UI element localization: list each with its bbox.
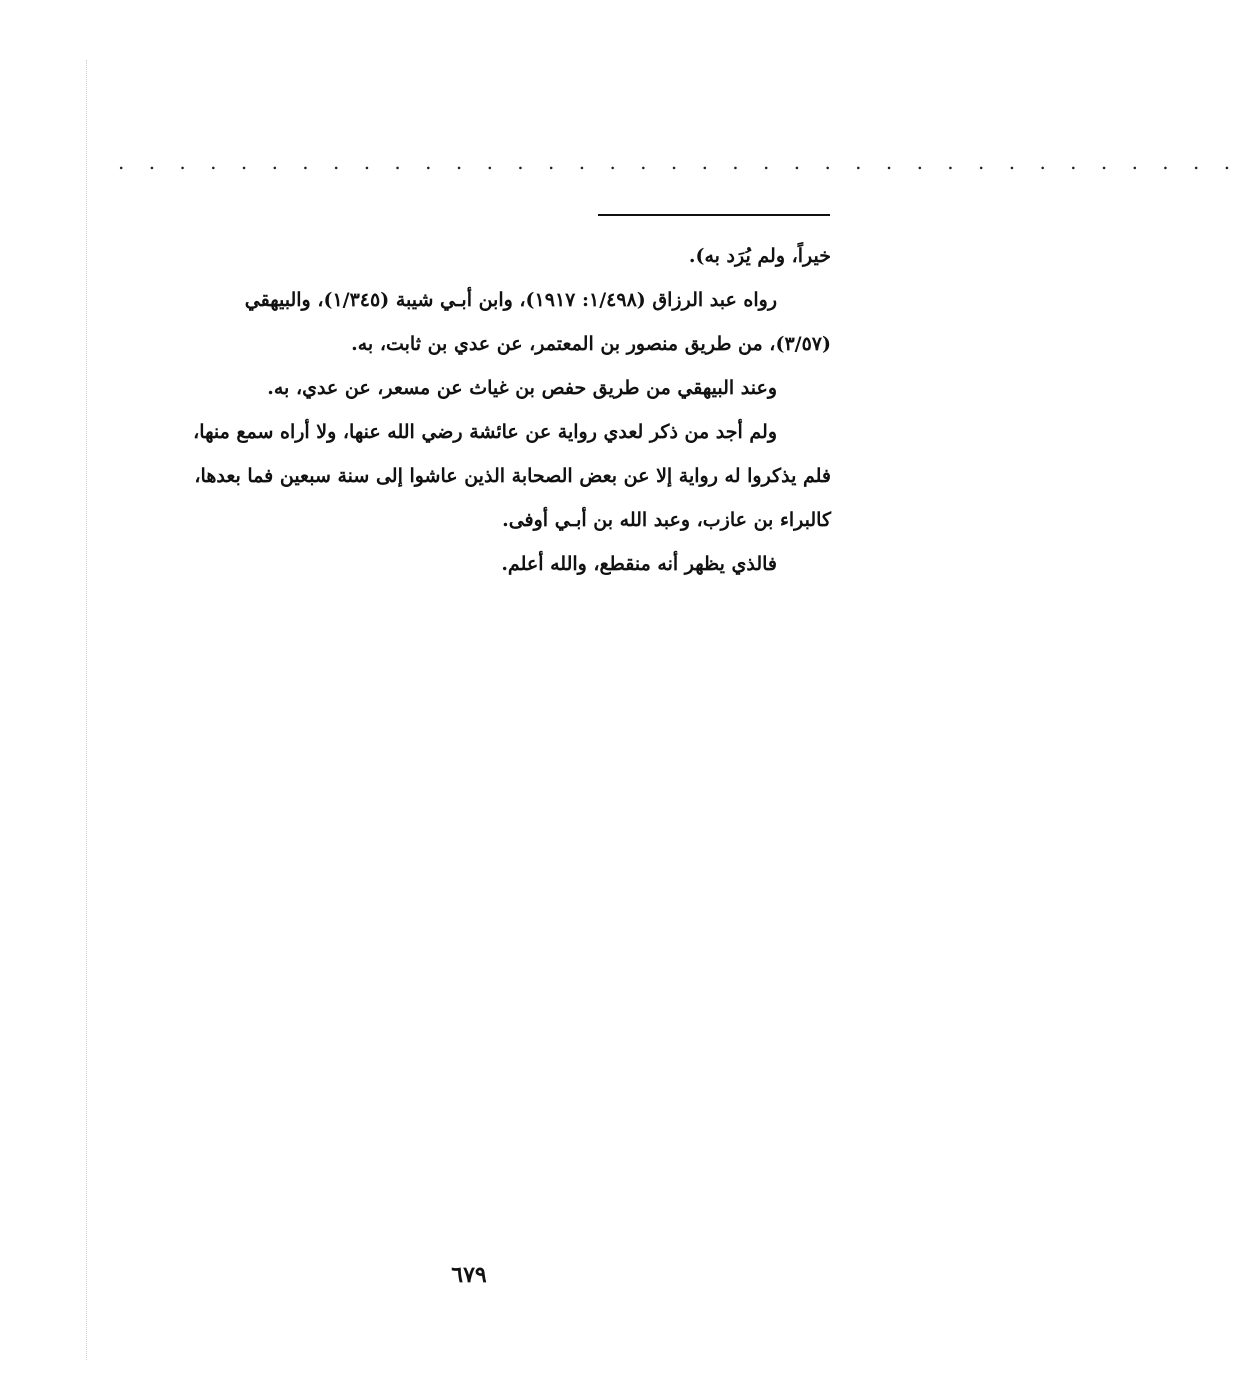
dotted-divider: . . . . . . . . . . . . . . . . . . . . . . . . . . . . . . . . . . . . . [118,150,1239,174]
text-line: خيراً، ولم يُرَد به). [688,245,831,267]
text-line: كالبراء بن عازب، وعبد الله بن أبـي أوفى. [502,509,831,531]
footnote-paragraph-4-continued [104,454,831,498]
footnote-paragraph-5 [104,542,831,586]
text-line: رواه عبد الرزاق (١/٤٩٨: ١٩١٧)، وابن أبـي شيبة (١/٣٤٥)، والبيهقي [244,289,777,311]
footnote-paragraph-2 [104,278,831,322]
text-line: وعند البيهقي من طريق حفص بن غياث عن مسعر، عن عدي، به. [267,377,777,399]
footnote-paragraph-2-continued [104,322,831,366]
footnote-paragraph-4-continued [104,498,831,542]
footnote-paragraph-1 [104,234,831,278]
text-line: فلم يذكروا له رواية إلا عن بعض الصحابة الذين عاشوا إلى سنة سبعين فما بعدها، [194,465,831,487]
footnote-separator-rule [598,214,830,216]
text-line: ولم أجد من ذكر لعدي رواية عن عائشة رضي الله عنها، ولا أراه سمع منها، [193,421,777,443]
page-binding-edge [86,60,87,1360]
footnote-paragraph-3 [104,366,831,410]
footnote-text-block [104,234,831,586]
footnote-paragraph-4 [104,410,831,454]
text-line: فالذي يظهر أنه منقطع، والله أعلم. [501,553,777,575]
text-line: (٣/٥٧)، من طريق منصور بن المعتمر، عن عدي بن ثابت، به. [351,333,831,355]
page-number: ٦٧٩ [451,1262,487,1288]
